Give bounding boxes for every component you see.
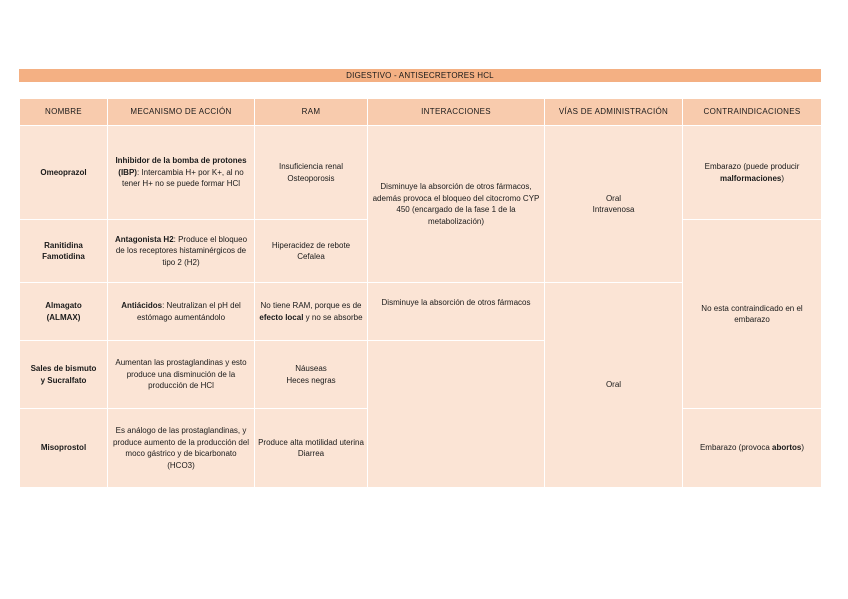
route-line: Oral	[605, 380, 622, 390]
mechanism-cell	[108, 409, 255, 488]
drug-table	[19, 98, 822, 488]
mechanism-cell	[108, 283, 255, 341]
header-row	[20, 99, 822, 126]
contraindication-cell-middle	[683, 220, 822, 409]
ram-cell	[255, 126, 368, 220]
interactions-text: Disminuye la absorción de otros fármacos, además provoca el bloqueo del citocromo CYP 450 (encargado de la fase 1 de la metabolización)	[372, 182, 540, 226]
contraindication-bold: malformaciones	[719, 173, 782, 183]
drug-name-line: Famotidina	[42, 252, 85, 261]
interactions-cell-2	[368, 283, 545, 341]
drug-name-line: y Sucralfato	[40, 375, 87, 385]
mechanism-cell	[108, 220, 255, 283]
route-line: Intravenosa	[592, 205, 635, 214]
mechanism-text: : Produce el bloqueo de los receptores histaminérgicos de tipo 2 (H2)	[115, 234, 248, 267]
contraindication-bold: abortos	[772, 443, 802, 453]
mechanism-bold: Antagonista H2	[114, 234, 174, 244]
ram-cell	[255, 341, 368, 409]
drug-name-line: Almagato	[45, 301, 82, 310]
interactions-cell-1	[368, 126, 545, 283]
ram-cell	[255, 220, 368, 283]
ram-line: Osteoporosis	[287, 173, 335, 183]
interactions-cell-empty	[368, 341, 545, 488]
drug-name	[20, 220, 108, 283]
contraindication-text: Embarazo (provoca	[699, 443, 772, 453]
ram-text: No tiene RAM, porque es de	[260, 301, 362, 310]
mechanism-text: Aumentan las prostaglandinas y esto produce una disminución de la producción de HCl	[115, 358, 247, 391]
routes-cell-2	[545, 283, 683, 488]
drug-name-line: Sales de bismuto	[30, 364, 97, 373]
ram-line: Náuseas	[295, 364, 327, 373]
drug-name-line: (ALMAX)	[46, 312, 81, 322]
header-mecanismo: MECANISMO DE ACCIÓN	[108, 99, 255, 126]
contraindication-text: )	[781, 173, 785, 183]
interactions-text: Disminuye la absorción de otros fármacos	[381, 298, 531, 307]
header-ram: RAM	[255, 99, 368, 126]
drug-name	[20, 283, 108, 341]
mechanism-cell	[108, 126, 255, 220]
drug-name	[20, 341, 108, 409]
mechanism-bold: Antiácidos	[121, 301, 163, 310]
drug-name: Misoprostol	[20, 409, 108, 488]
mechanism-text: Es análogo de las prostaglandinas, y produce aumento de la producción del moco gástrico y de bicarbonato (HCO3)	[112, 426, 250, 470]
contraindication-cell	[683, 409, 822, 488]
ram-cell	[255, 283, 368, 341]
drug-name: Omeoprazol	[20, 126, 108, 220]
mechanism-bold: Inhibidor de la bomba de protones (IBP)	[115, 156, 247, 177]
ram-line: Cefalea	[297, 252, 325, 261]
ram-text: y no se absorbe	[303, 312, 363, 322]
ram-line: Heces negras	[286, 375, 336, 385]
contraindication-text: Embarazo (puede producir	[704, 162, 800, 171]
header-contraindicaciones: CONTRAINDICACIONES	[683, 99, 822, 126]
header-interacciones: INTERACCIONES	[368, 99, 545, 126]
table-row	[20, 126, 822, 220]
ram-bold: efecto local	[259, 312, 304, 322]
header-vias: VÍAS DE ADMINISTRACIÓN	[545, 99, 683, 126]
drug-name-line: Ranitidina	[44, 240, 83, 250]
routes-cell-1	[545, 126, 683, 283]
ram-line: Hiperacidez de rebote	[271, 240, 351, 250]
ram-line: Produce alta motilidad uterina	[258, 437, 364, 447]
contraindication-text: No esta contraindicado en el embarazo	[701, 303, 803, 324]
route-line: Oral	[605, 193, 622, 203]
mechanism-text: : Intercambia H+ por K+, al no tener H+ no se puede formar HCl	[121, 167, 244, 189]
contraindication-cell	[683, 126, 822, 220]
mechanism-text: : Neutralizan el pH del estómago aumentándolo	[136, 301, 241, 322]
ram-cell	[255, 409, 368, 488]
ram-line: Insuficiencia renal	[278, 162, 344, 171]
contraindication-text: )	[801, 443, 805, 453]
header-nombre: NOMBRE	[20, 99, 108, 126]
table-title: DIGESTIVO - ANTISECRETORES HCL	[19, 69, 821, 82]
mechanism-cell	[108, 341, 255, 409]
ram-line: Diarrea	[297, 449, 325, 458]
